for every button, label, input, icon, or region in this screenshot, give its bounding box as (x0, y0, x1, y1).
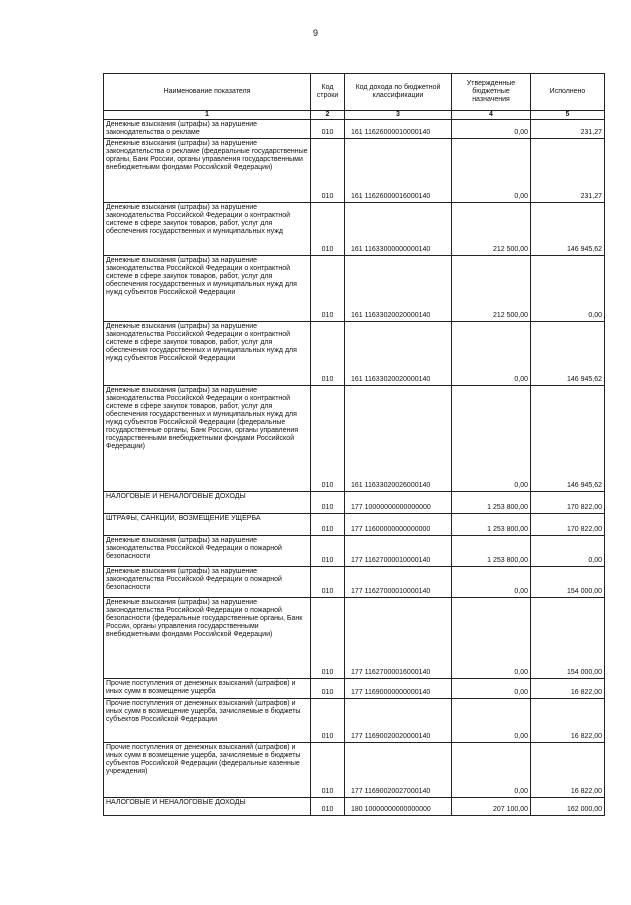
row-approved: 0,00 (452, 139, 531, 203)
row-approved: 0,00 (452, 598, 531, 679)
row-line-code: 010 (311, 679, 345, 699)
row-executed: 154 000,00 (531, 567, 605, 598)
row-executed: 170 822,00 (531, 514, 605, 536)
table-row (104, 386, 605, 492)
row-income-code: 180 10000000000000000 (345, 798, 452, 816)
row-name: ШТРАФЫ, САНКЦИИ, ВОЗМЕЩЕНИЕ УЩЕРБА (104, 514, 311, 536)
column-number: 1 (104, 111, 311, 120)
header-row (104, 74, 605, 111)
row-approved: 0,00 (452, 743, 531, 798)
row-name: НАЛОГОВЫЕ И НЕНАЛОГОВЫЕ ДОХОДЫ (104, 798, 311, 816)
row-income-code: 161 11633020026000140 (345, 386, 452, 492)
column-number: 2 (311, 111, 345, 120)
row-approved: 207 100,00 (452, 798, 531, 816)
row-line-code: 010 (311, 492, 345, 514)
row-line-code: 010 (311, 322, 345, 386)
row-executed: 0,00 (531, 256, 605, 322)
row-executed: 0,00 (531, 536, 605, 567)
row-line-code: 010 (311, 514, 345, 536)
row-executed: 16 822,00 (531, 679, 605, 699)
row-executed: 146 945,62 (531, 386, 605, 492)
table-row (104, 256, 605, 322)
row-name: Денежные взыскания (штрафы) за нарушение законодательства Российской Федерации о контрактной системе в сфере закупок товаров, работ, услуг для обеспечения государственных и муниципальных нужд для нужд субъектов Российской Федерации (федеральные государственные органы, Банк России, органы управления государственными внебюджетными фондами Российской Федерации) (104, 386, 311, 492)
row-executed: 16 822,00 (531, 743, 605, 798)
row-name: Денежные взыскания (штрафы) за нарушение законодательства Российской Федерации о контрактной системе в сфере закупок товаров, работ, услуг для обеспечения государственных и муниципальных нужд для нужд субъектов Российской Федерации (104, 322, 311, 386)
column-numbers-row (104, 111, 605, 120)
row-name: Денежные взыскания (штрафы) за нарушение законодательства о рекламе (104, 120, 311, 139)
row-income-code: 161 11633020020000140 (345, 322, 452, 386)
row-approved: 0,00 (452, 120, 531, 139)
row-name: Прочие поступления от денежных взысканий (штрафов) и иных сумм в возмещение ущерба (104, 679, 311, 699)
row-income-code: 177 11627000016000140 (345, 598, 452, 679)
column-number: 5 (531, 111, 605, 120)
row-name: Денежные взыскания (штрафы) за нарушение законодательства Российской Федерации о пожарной безопасности (104, 536, 311, 567)
row-line-code: 010 (311, 256, 345, 322)
row-executed: 146 945,62 (531, 203, 605, 256)
row-line-code: 010 (311, 743, 345, 798)
table-row (104, 536, 605, 567)
row-name: Прочие поступления от денежных взысканий (штрафов) и иных сумм в возмещение ущерба, зачисляемые в бюджеты субъектов Российской Федерации (федеральные казенные учреждения) (104, 743, 311, 798)
row-approved: 0,00 (452, 322, 531, 386)
row-line-code: 010 (311, 203, 345, 256)
row-approved: 0,00 (452, 567, 531, 598)
row-name: Прочие поступления от денежных взысканий (штрафов) и иных сумм в возмещение ущерба, зачисляемые в бюджеты субъектов Российской Федерации (104, 699, 311, 743)
row-executed: 154 000,00 (531, 598, 605, 679)
table-row (104, 598, 605, 679)
row-line-code: 010 (311, 139, 345, 203)
row-income-code: 177 11690020020000140 (345, 699, 452, 743)
row-line-code: 010 (311, 798, 345, 816)
row-name: Денежные взыскания (штрафы) за нарушение законодательства Российской Федерации о контрактной системе в сфере закупок товаров, работ, услуг для обеспечения государственных и муниципальных нужд (104, 203, 311, 256)
row-approved: 1 253 800,00 (452, 492, 531, 514)
table-row (104, 492, 605, 514)
row-approved: 1 253 800,00 (452, 514, 531, 536)
row-line-code: 010 (311, 536, 345, 567)
row-name: Денежные взыскания (штрафы) за нарушение законодательства о рекламе (федеральные государственные органы, Банк России, органы управления государственными внебюджетными фондами Российской Федерации) (104, 139, 311, 203)
row-executed: 231,27 (531, 139, 605, 203)
row-executed: 146 945,62 (531, 322, 605, 386)
row-income-code: 161 11633020020000140 (345, 256, 452, 322)
table-row (104, 798, 605, 816)
row-executed: 162 000,00 (531, 798, 605, 816)
row-line-code: 010 (311, 386, 345, 492)
row-name: Денежные взыскания (штрафы) за нарушение законодательства Российской Федерации о пожарной безопасности (федеральные государственные органы, Банк России, органы управления государственными внебюджетными фондами Российской Федерации) (104, 598, 311, 679)
table-row (104, 203, 605, 256)
row-executed: 170 822,00 (531, 492, 605, 514)
table-row (104, 743, 605, 798)
row-executed: 16 822,00 (531, 699, 605, 743)
income-report-table (103, 73, 605, 816)
row-income-code: 177 11690020027000140 (345, 743, 452, 798)
row-approved: 0,00 (452, 679, 531, 699)
row-approved: 212 500,00 (452, 256, 531, 322)
row-income-code: 177 10000000000000000 (345, 492, 452, 514)
row-income-code: 161 11626000010000140 (345, 120, 452, 139)
row-line-code: 010 (311, 120, 345, 139)
header-approved: Утвержденные бюджетные назначения (452, 74, 531, 111)
row-line-code: 010 (311, 567, 345, 598)
page-number: 9 (312, 28, 318, 38)
table-row (104, 567, 605, 598)
row-line-code: 010 (311, 598, 345, 679)
row-approved: 1 253 800,00 (452, 536, 531, 567)
table-row (104, 514, 605, 536)
table-row (104, 139, 605, 203)
row-income-code: 177 11627000010000140 (345, 567, 452, 598)
row-approved: 212 500,00 (452, 203, 531, 256)
header-line-code: Код строки (311, 74, 345, 111)
row-approved: 0,00 (452, 386, 531, 492)
row-income-code: 177 11627000010000140 (345, 536, 452, 567)
row-income-code: 161 11626000016000140 (345, 139, 452, 203)
header-name: Наименование показателя (104, 74, 311, 111)
row-income-code: 161 11633000000000140 (345, 203, 452, 256)
row-line-code: 010 (311, 699, 345, 743)
row-income-code: 177 11690000000000140 (345, 679, 452, 699)
column-number: 4 (452, 111, 531, 120)
table-row (104, 120, 605, 139)
column-number: 3 (345, 111, 452, 120)
header-executed: Исполнено (531, 74, 605, 111)
table-row (104, 699, 605, 743)
table-row (104, 679, 605, 699)
row-income-code: 177 11600000000000000 (345, 514, 452, 536)
row-name: НАЛОГОВЫЕ И НЕНАЛОГОВЫЕ ДОХОДЫ (104, 492, 311, 514)
table-row (104, 322, 605, 386)
header-income-code: Код дохода по бюджетной классификации (345, 74, 452, 111)
row-name: Денежные взыскания (штрафы) за нарушение законодательства Российской Федерации о контрактной системе в сфере закупок товаров, работ, услуг для обеспечения государственных и муниципальных нужд для нужд субъектов Российской Федерации (104, 256, 311, 322)
row-approved: 0,00 (452, 699, 531, 743)
row-name: Денежные взыскания (штрафы) за нарушение законодательства Российской Федерации о пожарной безопасности (104, 567, 311, 598)
row-executed: 231,27 (531, 120, 605, 139)
